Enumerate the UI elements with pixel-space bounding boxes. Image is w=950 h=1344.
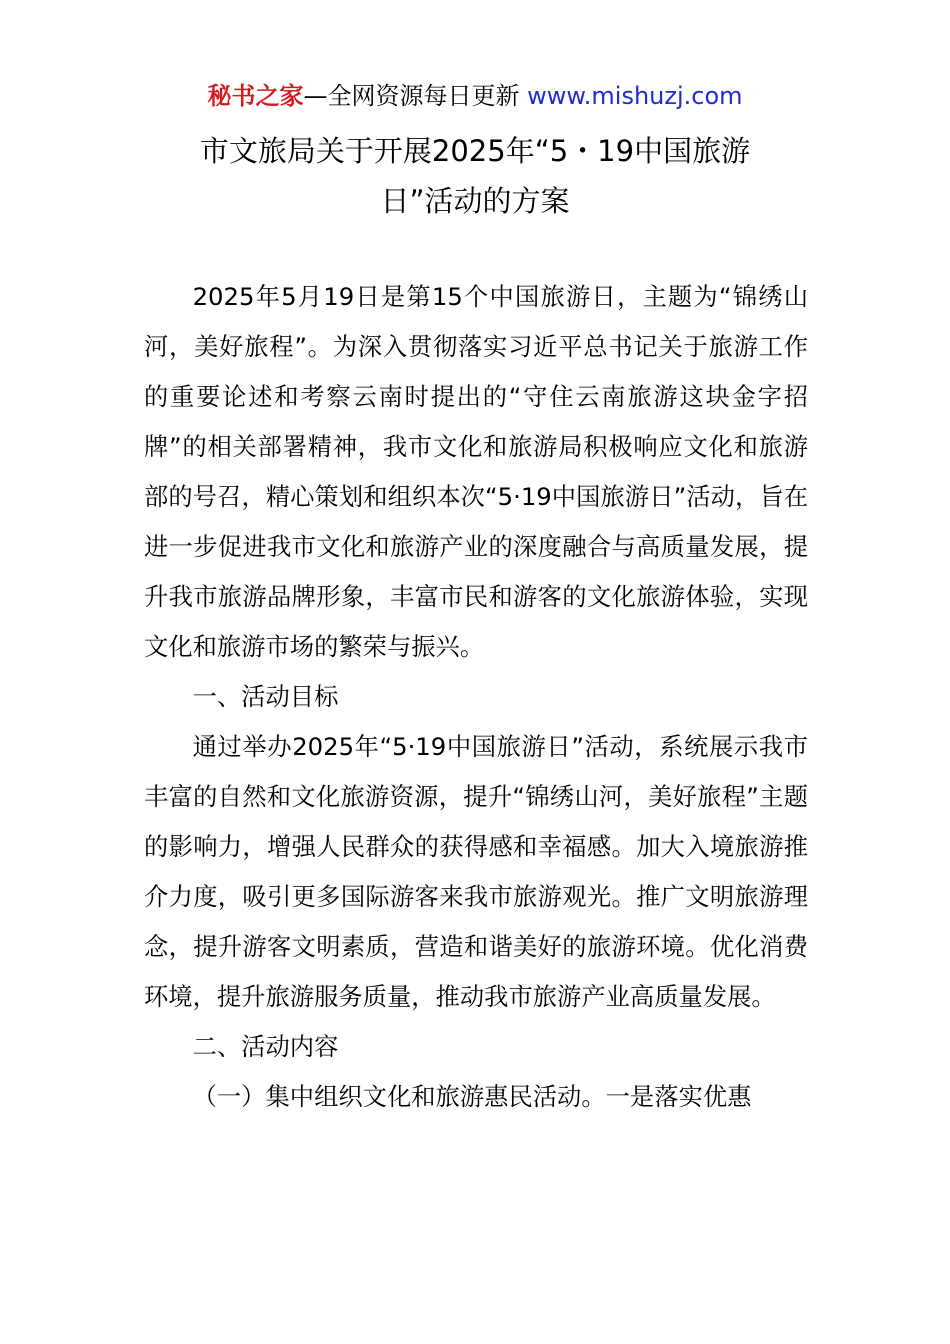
goals-paragraph: 通过举办2025年“5·19中国旅游日”活动，系统展示我市丰富的自然和文化旅游资源，提升“锦绣山河，美好旅程”主题的影响力，增强人民群众的获得感和幸福感。加大入境旅游推介力度，吸引更多国际游客来我市旅游观光。推广文明旅游理念，提升游客文明素质，营造和谐美好的旅游环境。优化消费环境，提升旅游服务质量，推动我市旅游产业高质量发展。 [144, 732, 808, 1011]
title-line-2: 日”活动的方案 [380, 184, 570, 218]
section-heading-goals: 一、活动目标 [192, 682, 339, 711]
site-header [0, 80, 950, 112]
title-line-1: 市文旅局关于开展2025年“5・19中国旅游 [199, 134, 751, 168]
site-url-link[interactable]: www.mishuzj.com [527, 82, 743, 110]
document-title [0, 126, 950, 226]
header-slogan: —全网资源每日更新 [303, 82, 528, 110]
content-paragraph: （一）集中组织文化和旅游惠民活动。一是落实优惠 [192, 1082, 752, 1111]
document-body [144, 272, 808, 1122]
intro-paragraph: 2025年5月19日是第15个中国旅游日，主题为“锦绣山河，美好旅程”。为深入贯彻落实习近平总书记关于旅游工作的重要论述和考察云南时提出的“守住云南旅游这块金字招牌”的相关部署精神，我市文化和旅游局积极响应文化和旅游部的号召，精心策划和组织本次“5·19中国旅游日”活动，旨在进一步促进我市文化和旅游产业的深度融合与高质量发展，提升我市旅游品牌形象，丰富市民和游客的文化旅游体验，实现文化和旅游市场的繁荣与振兴。 [144, 282, 808, 661]
brand-name: 秘书之家 [207, 82, 304, 110]
section-heading-content: 二、活动内容 [192, 1032, 339, 1061]
